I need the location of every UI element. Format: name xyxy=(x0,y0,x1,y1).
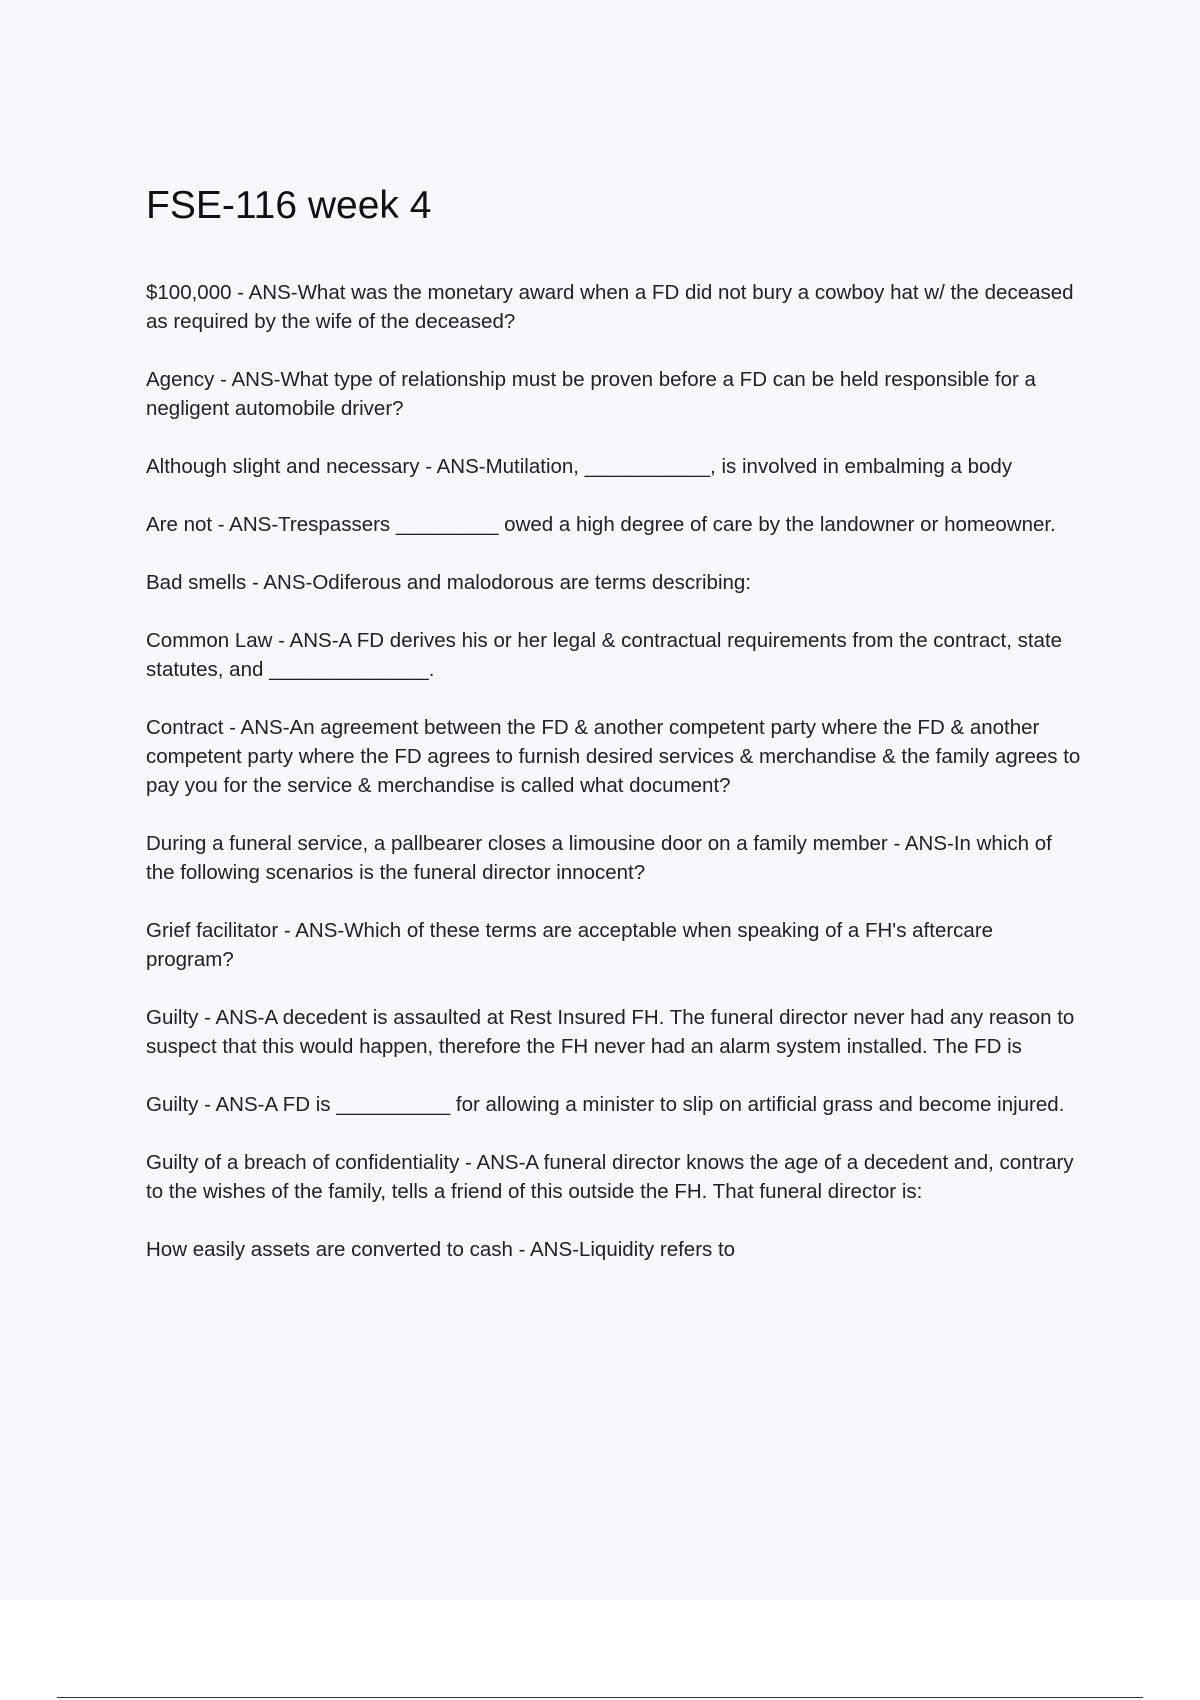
document-title: FSE-116 week 4 xyxy=(146,184,432,227)
qa-item: Are not - ANS-Trespassers _________ owed a high degree of care by the landowner or homeowner. xyxy=(146,513,1056,536)
qa-list xyxy=(146,278,1086,1293)
qa-item: Grief facilitator - ANS-Which of these terms are acceptable when speaking of a FH's aftercare program? xyxy=(146,919,994,971)
qa-item: Guilty - ANS-A decedent is assaulted at Rest Insured FH. The funeral director never had any reason to suspect that this would happen, therefore the FH never had an alarm system installed. The FD is xyxy=(146,1006,1075,1058)
qa-item: Contract - ANS-An agreement between the FD & another competent party where the FD & another competent party where the FD agrees to furnish desired services & merchandise & the family agrees to pay you for the service & merchandise is called what document? xyxy=(146,716,1081,797)
qa-item: Agency - ANS-What type of relationship must be proven before a FD can be held responsible for a negligent automobile driver? xyxy=(146,368,1036,420)
qa-item: Common Law - ANS-A FD derives his or her legal & contractual requirements from the contract, state statutes, and ______________. xyxy=(146,629,1063,681)
qa-item: Although slight and necessary - ANS-Mutilation, ___________, is involved in embalming a body xyxy=(146,455,1013,478)
page-divider-line xyxy=(57,1697,1143,1698)
qa-item: Guilty of a breach of confidentiality - ANS-A funeral director knows the age of a decedent and, contrary to the wishes of the family, tells a friend of this outside the FH. That funeral director is: xyxy=(146,1151,1074,1203)
qa-item: Guilty - ANS-A FD is __________ for allowing a minister to slip on artificial grass and become injured. xyxy=(146,1093,1065,1116)
qa-item: $100,000 - ANS-What was the monetary award when a FD did not bury a cowboy hat w/ the deceased as required by the wife of the deceased? xyxy=(146,281,1074,333)
qa-item: How easily assets are converted to cash - ANS-Liquidity refers to xyxy=(146,1238,736,1261)
qa-item: Bad smells - ANS-Odiferous and malodorous are terms describing: xyxy=(146,571,752,594)
qa-item: During a funeral service, a pallbearer closes a limousine door on a family member - ANS-In which of the following scenarios is the funeral director innocent? xyxy=(146,832,1052,884)
